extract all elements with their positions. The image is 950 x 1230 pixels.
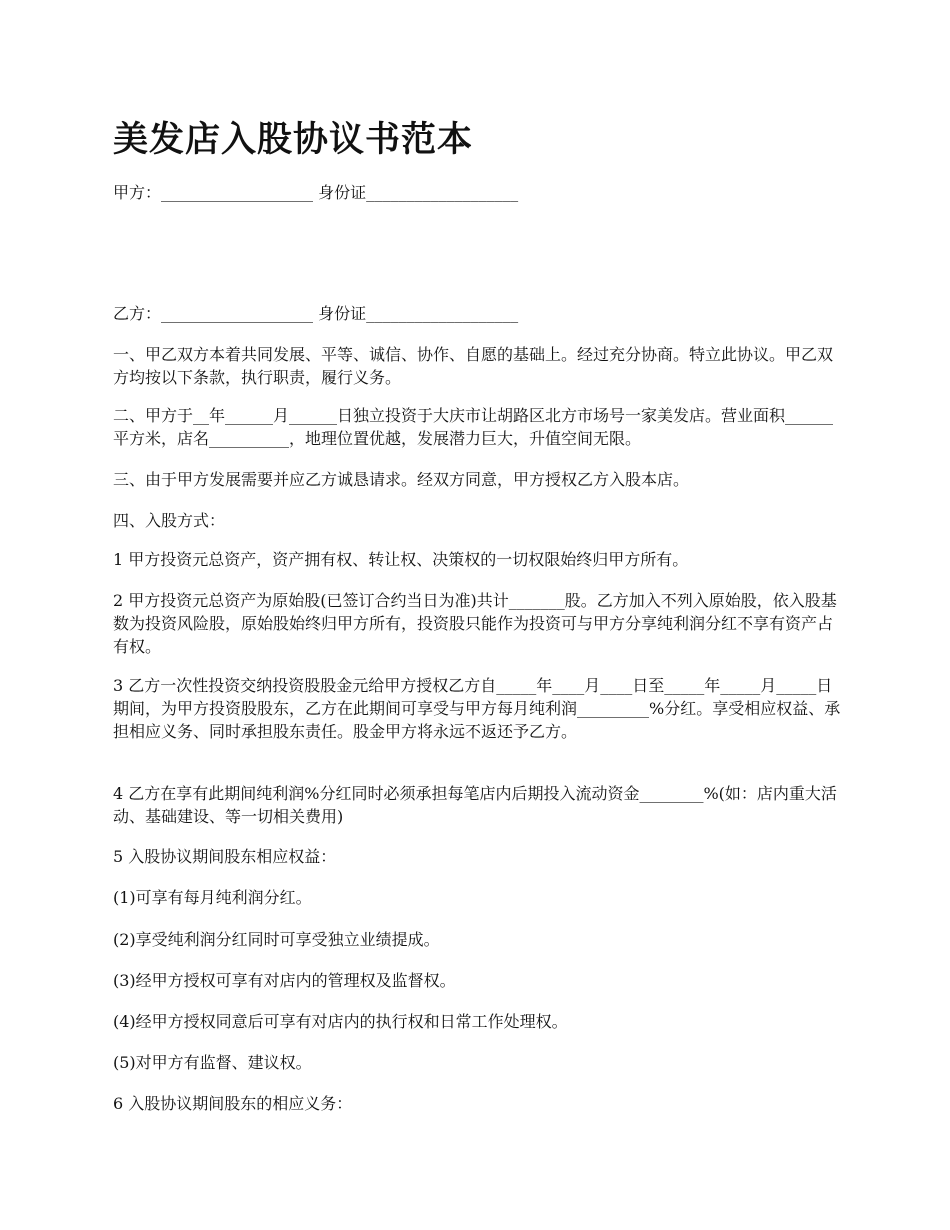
- paragraph-item-6: 6 入股协议期间股东的相应义务：: [113, 1094, 353, 1113]
- paragraph-item-5: 5 入股协议期间股东相应权益：: [113, 847, 337, 866]
- party-b-line: 乙方：___________________ 身份证___________________: [113, 304, 519, 323]
- paragraph-item-4: 4 乙方在享有此期间纯利润%分红同时必须承担每笔店内后期投入流动资金________%(如：店内重大活动、基础建设、等一切相关费用): [113, 784, 837, 826]
- rights-item-4: (4)经甲方授权同意后可享有对店内的执行权和日常工作处理权。: [113, 1012, 568, 1031]
- rights-item-5: (5)对甲方有监督、建议权。: [113, 1053, 312, 1072]
- party-a-line: 甲方：___________________ 身份证___________________: [113, 183, 519, 202]
- paragraph-3: 三、由于甲方发展需要并应乙方诚恳请求。经双方同意，甲方授权乙方入股本店。: [113, 470, 690, 489]
- paragraph-1: 一、甲乙双方本着共同发展、平等、诚信、协作、自愿的基础上。经过充分协商。特立此协议。甲乙双方均按以下条款，执行职责，履行义务。: [113, 345, 834, 387]
- paragraph-item-2: 2 甲方投资元总资产为原始股(已签订合约当日为准)共计_______股。乙方加入不列入原始股，依入股基数为投资风险股，原始股始终归甲方所有，投资股只能作为投资可与甲方分享纯利润分红不享有资产占有权。: [113, 591, 837, 656]
- rights-item-1: (1)可享有每月纯利润分红。: [113, 888, 312, 907]
- paragraph-item-3: 3 乙方一次性投资交纳投资股股金元给甲方授权乙方自_____年____月____日至_____年_____月_____日期间，为甲方投资股股东，乙方在此期间可享受与甲方每月纯利润_________%分红。享受相应权益、承担相应义务、同时承担股东责任。股金甲方将永远不返还予乙方。: [113, 676, 841, 741]
- rights-item-2: (2)享受纯利润分红同时可享受独立业绩提成。: [113, 930, 440, 949]
- rights-item-3: (3)经甲方授权可享有对店内的管理权及监督权。: [113, 971, 456, 990]
- paragraph-2: 二、甲方于__年______月______日独立投资于大庆市让胡路区北方市场号一家美发店。营业面积______平方米，店名__________，地理位置优越，发展潜力巨大，升值空间无限。: [113, 406, 834, 448]
- document-title: 美发店入股协议书范本: [113, 119, 474, 160]
- section-heading-4: 四、入股方式：: [113, 511, 226, 530]
- paragraph-item-1: 1 甲方投资元总资产，资产拥有权、转让权、决策权的一切权限始终归甲方所有。: [113, 550, 689, 569]
